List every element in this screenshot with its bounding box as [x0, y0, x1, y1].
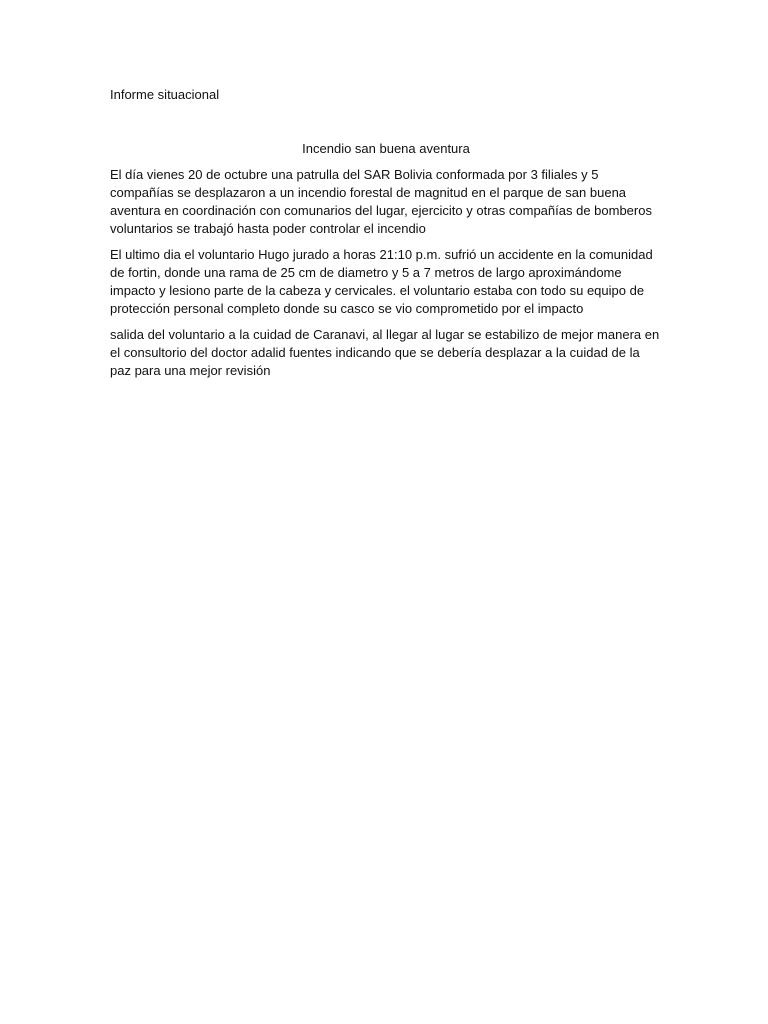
- paragraph-2: El ultimo dia el voluntario Hugo jurado a horas 21:10 p.m. sufrió un accidente en la comunidad de fortin, donde una rama de 25 cm de diametro y 5 a 7 metros de largo aproximándome impacto y lesiono parte de la cabeza y cervicales. el voluntario estaba con todo su equipo de protección personal completo donde su casco se vio comprometido por el impacto: [110, 247, 653, 316]
- document-body: [110, 86, 662, 380]
- paragraph-3: salida del voluntario a la cuidad de Caranavi, al llegar al lugar se estabilizo de mejor manera en el consultorio del doctor adalid fuentes indicando que se debería desplazar a la cuidad de la paz para una mejor revisión: [110, 327, 660, 378]
- document-heading: Informe situacional: [110, 87, 220, 102]
- document-title: Incendio san buena aventura: [302, 141, 470, 156]
- paragraph-1: El día vienes 20 de octubre una patrulla del SAR Bolivia conformada por 3 filiales y 5 compañías se desplazaron a un incendio forestal de magnitud en el parque de san buena aventura en coordinación con comunarios del lugar, ejercicito y otras compañías de bomberos voluntarios se trabajó hasta poder controlar el incendio: [110, 167, 652, 236]
